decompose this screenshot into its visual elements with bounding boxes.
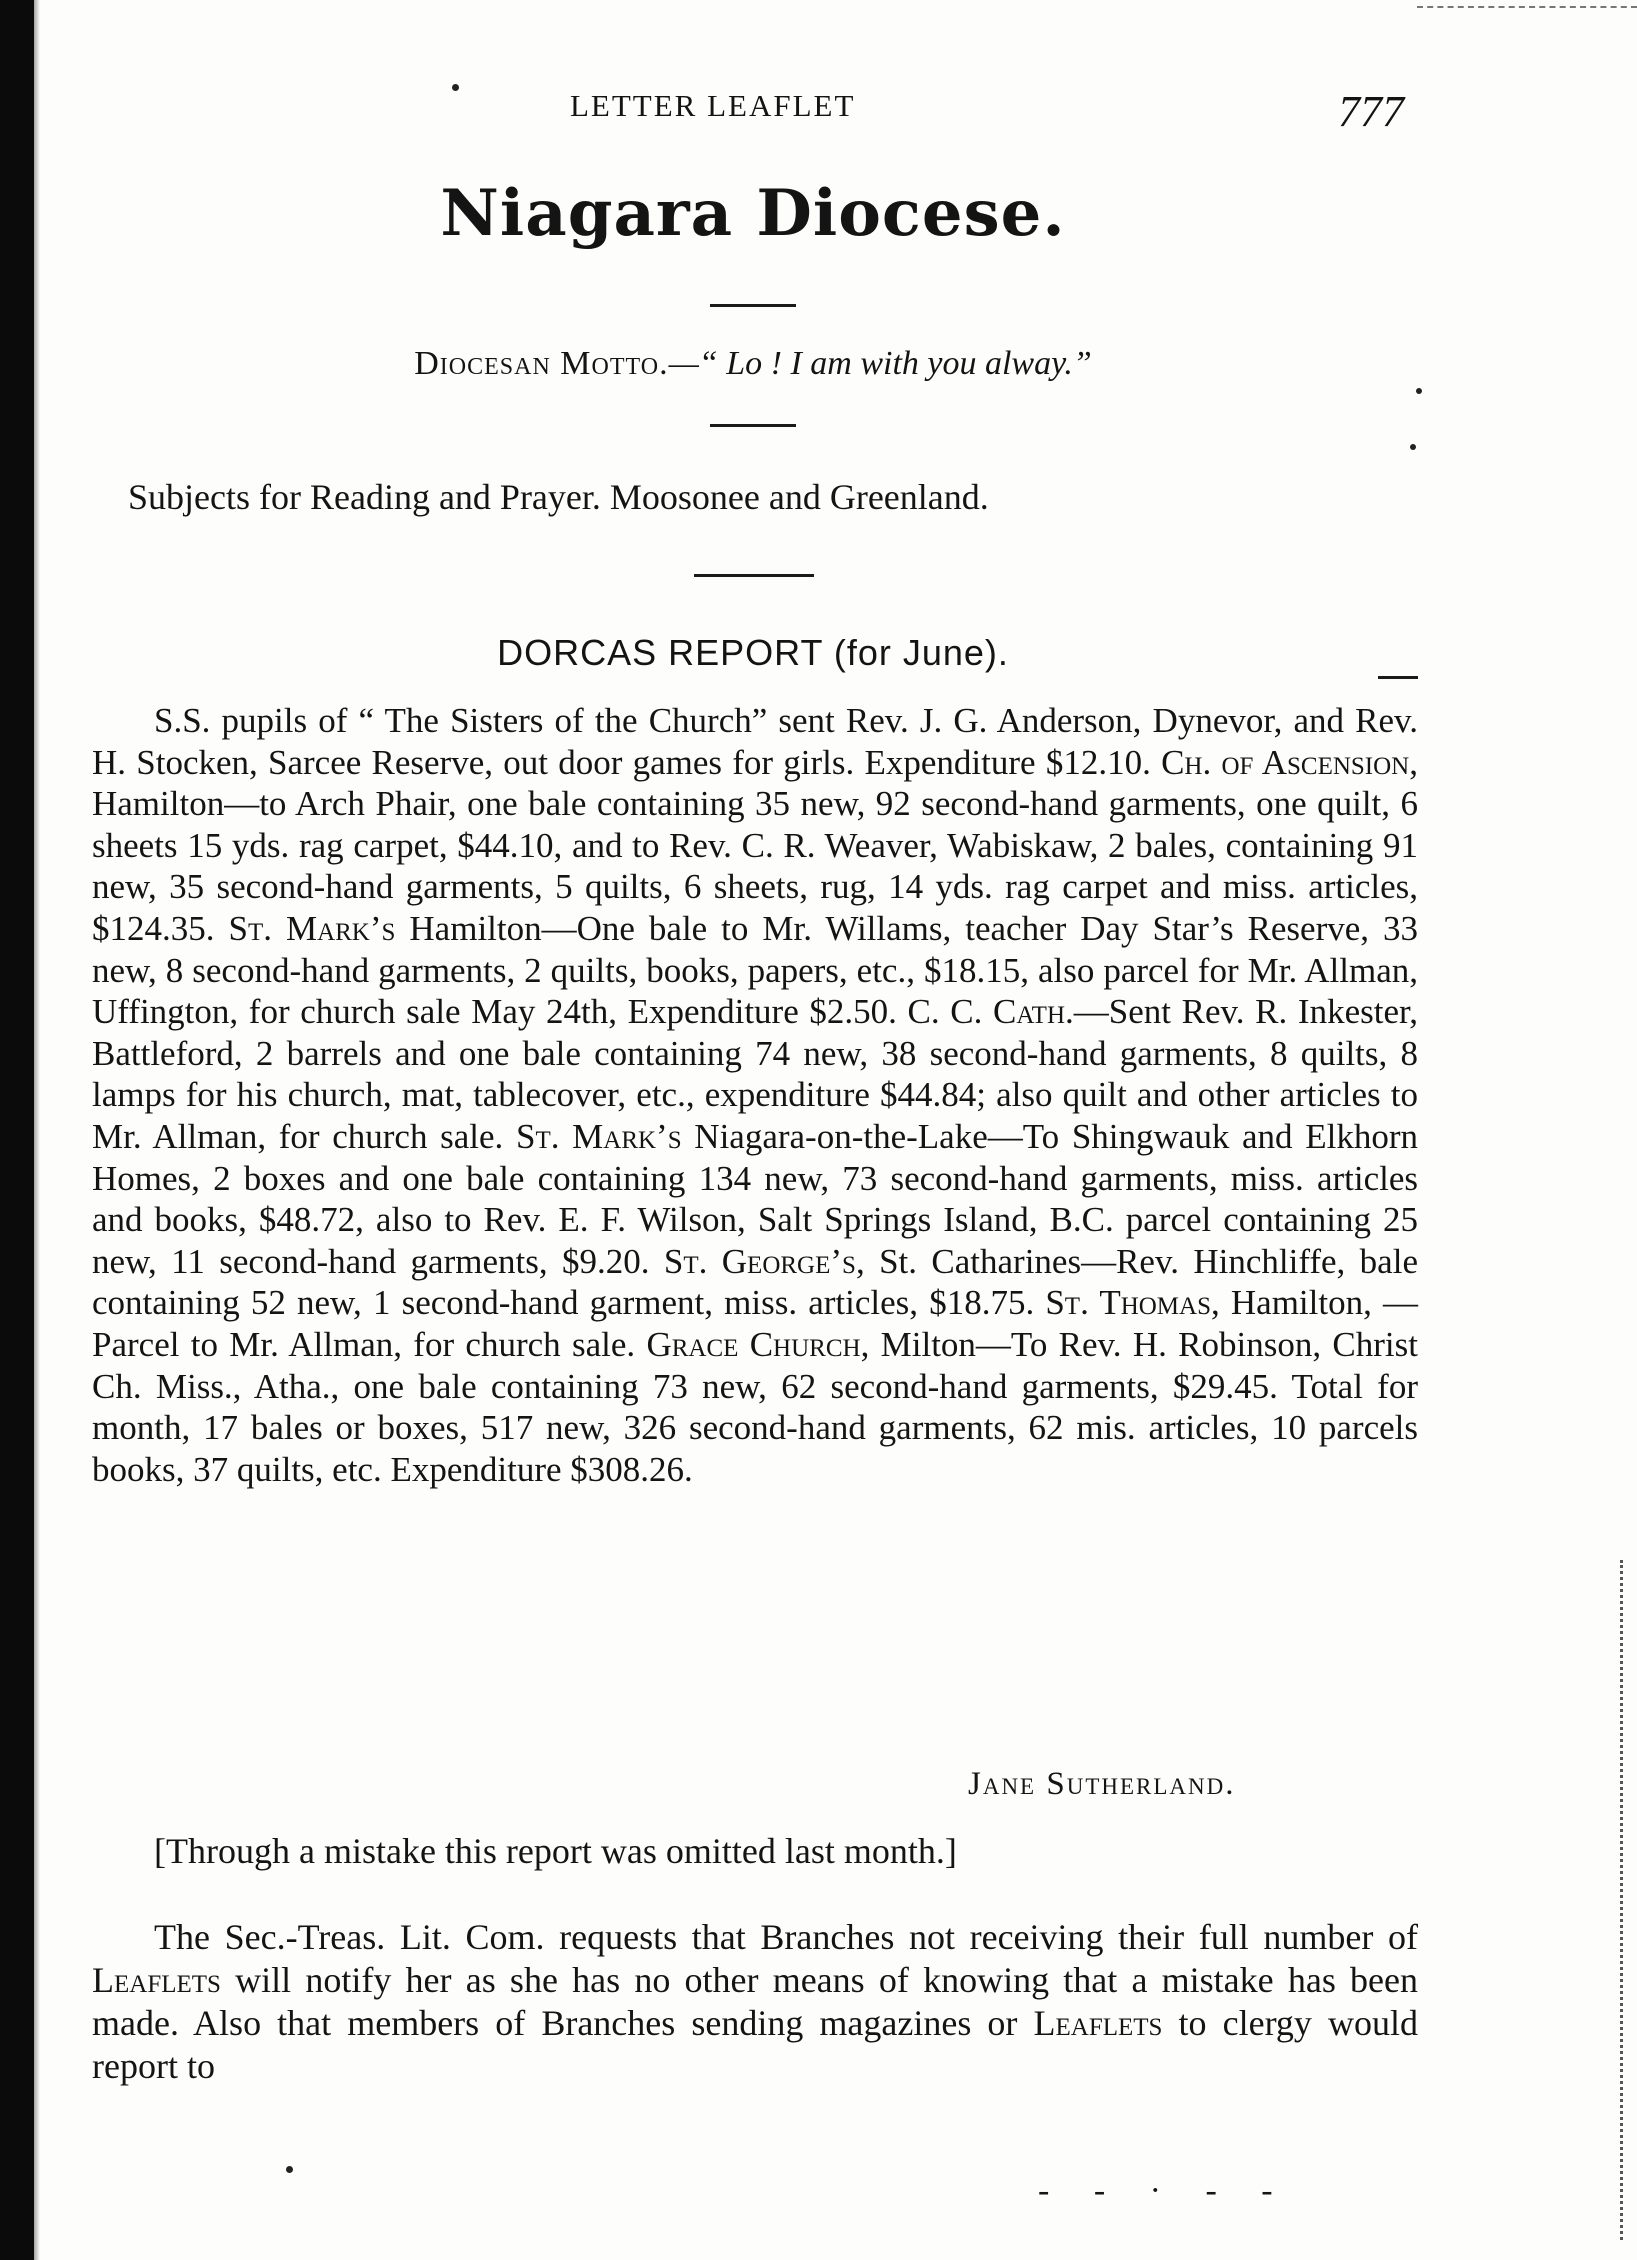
church-name: St. Mark’s: [515, 1116, 682, 1156]
church-name: St. Mark’s: [228, 908, 396, 948]
church-name: Leaflets: [92, 1960, 221, 2000]
dorcas-report-body: [92, 700, 1418, 1490]
church-name: St. George’s: [663, 1241, 856, 1281]
scan-right-edge: [1616, 1560, 1623, 2240]
closing-paragraph: [92, 1916, 1418, 2088]
report-text: —Sent Rev. R. Inkester, Battleford, 2 barrels and one bale containing 74 new, 38 second-hand garments, 8 quilts, 8 lamps for his church, mat, tablecover, etc., expenditure $44.84; also quilt and other articles to Mr. Allman, for church sale.: [92, 992, 1418, 1156]
church-name: Ch. of Ascension: [1161, 742, 1410, 782]
scan-marks: - - · - -: [1038, 2172, 1291, 2209]
report-text: will notify her as she has no other means of knowing that a mistake has been made. Also that members of Branches sending magazines or: [92, 1960, 1418, 2043]
report-text: , Hamilton, —Parcel to Mr. Allman, for church sale.: [92, 1283, 1418, 1364]
page-title: Niagara Diocese.: [440, 176, 1066, 251]
report-text: Niagara-on-the-Lake—To Shingwauk and Elkhorn Homes, 2 boxes and one bale containing 134 new, 73 second-hand garments, miss. articles and books, $48.72, also to Rev. E. F. Wilson, Salt Springs Island, B.C. parcel containing 25 new, 11 second-hand garments, $9.20.: [92, 1116, 1418, 1281]
scan-binding-edge: [0, 0, 34, 2260]
divider-rule: [710, 424, 796, 427]
report-text: to clergy would report to: [92, 2003, 1418, 2086]
report-text: The Sec.-Treas. Lit. Com. requests that Branches not receiving their full number of: [154, 1917, 1418, 1957]
ink-speck: [452, 84, 459, 91]
church-name: St. Thomas: [1045, 1283, 1211, 1323]
subjects-for-prayer: Subjects for Reading and Prayer. Moosonee and Greenland.: [128, 477, 989, 517]
page: [88, 0, 1418, 2260]
church-name: Grace Church: [646, 1324, 861, 1364]
report-text: S.S. pupils of “ The Sisters of the Church” sent Rev. J. G. Anderson, Dynevor, and Rev. H. Stocken, Sarcee Reserve, out door games for girls. Expenditure $12.10.: [92, 701, 1418, 782]
divider-rule: [694, 574, 814, 577]
signature: Jane Sutherland.: [968, 1766, 1236, 1802]
dash-mark: [1378, 676, 1418, 679]
report-text: , Milton—To Rev. H. Robinson, Christ Ch. Miss., Atha., one bale containing 73 new, 62 second-hand garments, $29.45. Total for month, 17 bales or boxes, 517 new, 326 second-hand garments, 62 mis. articles, 10 parcels books, 37 quilts, etc. Expenditure $308.26.: [92, 1324, 1418, 1489]
ink-speck: [1410, 444, 1416, 450]
report-text: Hamilton—One bale to Mr. Willams, teacher Day Star’s Reserve, 33 new, 8 second-hand garments, 2 quilts, books, papers, etc., $18.15, also parcel for Mr. Allman, Uffington, for church sale May 24th, Expenditure $2.50.: [92, 908, 1418, 1032]
running-head: LETTER LEAFLET: [570, 88, 856, 123]
report-text: , Hamilton—to Arch Phair, one bale containing 35 new, 92 second-hand garments, one quilt, 6 sheets 15 yds. rag carpet, $44.10, and to Rev. C. R. Weaver, Wabiskaw, 2 bales, containing 91 new, 35 second-hand garments, 5 quilts, 6 sheets, rug, 14 yds. rag carpet and miss. articles, $124.35.: [92, 742, 1418, 948]
ink-speck: [1416, 388, 1422, 394]
scan-top-edge: [1417, 6, 1637, 8]
motto-label: Diocesan Motto.: [414, 345, 669, 382]
motto-quote: —“ Lo ! I am with you alway.”: [668, 345, 1092, 382]
page-number: 777: [1338, 87, 1404, 136]
dorcas-report-heading: DORCAS REPORT (for June).: [497, 632, 1009, 673]
church-name: Leaflets: [1033, 2003, 1163, 2043]
report-text: , St. Catharines—Rev. Hinchliffe, bale containing 52 new, 1 second-hand garment, miss. articles, $18.75.: [92, 1241, 1418, 1323]
church-name: C. C. Cath.: [907, 992, 1074, 1032]
omission-note: [Through a mistake this report was omitted last month.]: [154, 1831, 957, 1871]
divider-rule: [710, 304, 796, 307]
diocesan-motto: [88, 345, 1418, 383]
ink-speck: [286, 2166, 293, 2173]
